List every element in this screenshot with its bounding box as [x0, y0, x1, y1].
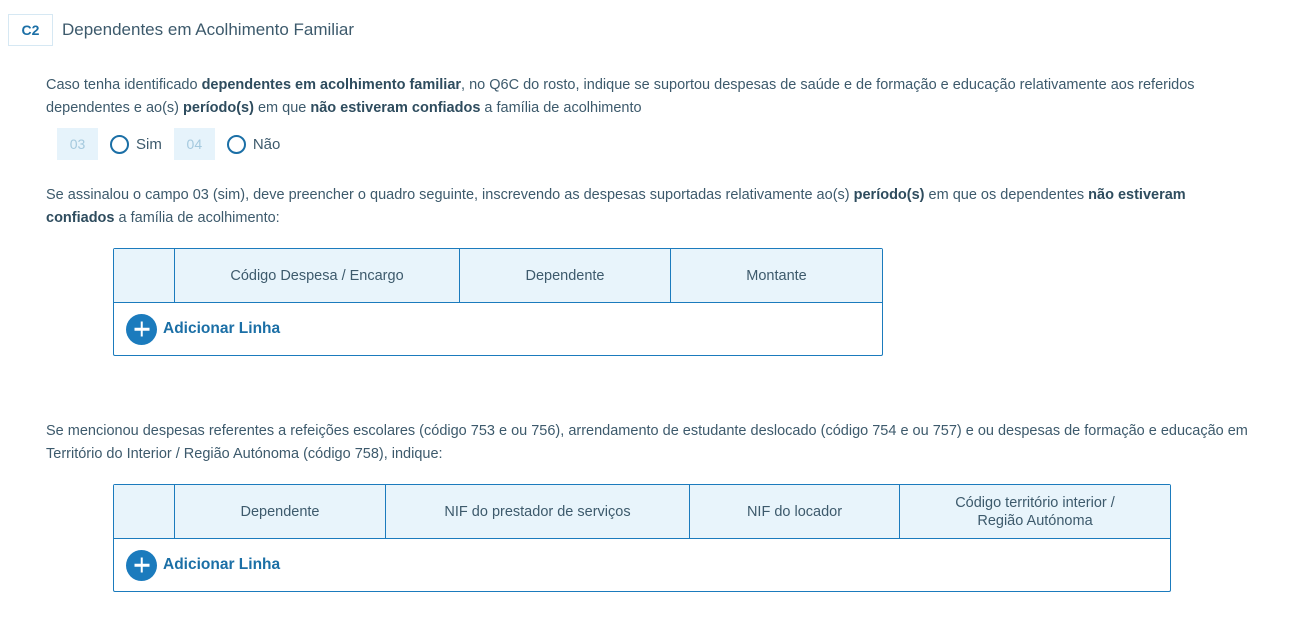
section-header [8, 14, 354, 46]
radio-label-nao: Não [252, 135, 281, 153]
radio-option-nao[interactable] [227, 135, 281, 154]
radio-circle-icon[interactable] [227, 135, 246, 154]
intro-text-1: Caso tenha identificado [46, 77, 202, 93]
plus-circle-icon[interactable] [126, 550, 157, 581]
intro-text-4: a família de acolhimento [480, 100, 642, 116]
para2-bold-1: período(s) [853, 187, 925, 203]
table-footer [114, 539, 1170, 591]
plus-circle-icon[interactable] [126, 314, 157, 345]
table-footer [114, 303, 882, 355]
add-row-button[interactable] [126, 314, 280, 345]
intro-text-3: em que [253, 100, 311, 116]
table-header-codigo-territorio: Código território interior / Região Autónoma [899, 485, 1170, 538]
table-header-nif-locador: NIF do locador [689, 485, 899, 538]
section-code-badge: C2 [8, 14, 53, 46]
table-header-nif-prestador: NIF do prestador de serviços [385, 485, 689, 538]
para2-text-2: em que os dependentes [924, 187, 1089, 203]
radio-circle-icon[interactable] [110, 135, 129, 154]
para2-bold-2: não estiveram confiados [46, 187, 1186, 226]
field-number-04: 04 [174, 128, 215, 160]
intro-bold-1: dependentes em acolhimento familiar [201, 77, 462, 93]
radio-option-sim[interactable] [110, 135, 162, 154]
radio-label-sim: Sim [136, 135, 162, 153]
intro-paragraph [46, 74, 1246, 120]
intro-bold-2: período(s) [183, 100, 254, 116]
section-title: Dependentes em Acolhimento Familiar [62, 20, 354, 39]
table-header-dependente: Dependente [174, 485, 385, 538]
table-header-index [114, 485, 174, 538]
table-header-dependente: Dependente [459, 249, 670, 302]
add-row-button[interactable] [126, 550, 280, 581]
expenses-table [113, 248, 883, 356]
table-header-index [114, 249, 174, 302]
table-header-codigo-despesa: Código Despesa / Encargo [174, 249, 459, 302]
field-number-03: 03 [57, 128, 98, 160]
table-header-row [114, 249, 882, 303]
add-row-label[interactable]: Adicionar Linha [163, 320, 281, 337]
para2-text-3: a família de acolhimento: [114, 210, 280, 226]
expense-radio-group [57, 128, 292, 160]
table-header-row [114, 485, 1170, 539]
intro-text-2: , no Q6C do rosto, indique se suportou despesas de saúde e de formação e educação relativamente aos referidos dependentes e ao(s) [46, 77, 1195, 116]
meals-rent-paragraph: Se mencionou despesas referentes a refeições escolares (código 753 e ou 756), arrendamento de estudante deslocado (código 754 e ou 757) e ou despesas de formação e educação em Território do Interior / Região Autónoma (código 758), indique: [46, 423, 1248, 462]
table-header-montante: Montante [670, 249, 882, 302]
para2-text-1: Se assinalou o campo 03 (sim), deve preencher o quadro seguinte, inscrevendo as despesas suportadas relativamente ao(s) [46, 187, 854, 203]
territory-table [113, 484, 1171, 592]
add-row-label[interactable]: Adicionar Linha [163, 556, 281, 573]
intro-bold-3: não estiveram confiados [310, 100, 481, 116]
instructions-paragraph [46, 184, 1246, 230]
